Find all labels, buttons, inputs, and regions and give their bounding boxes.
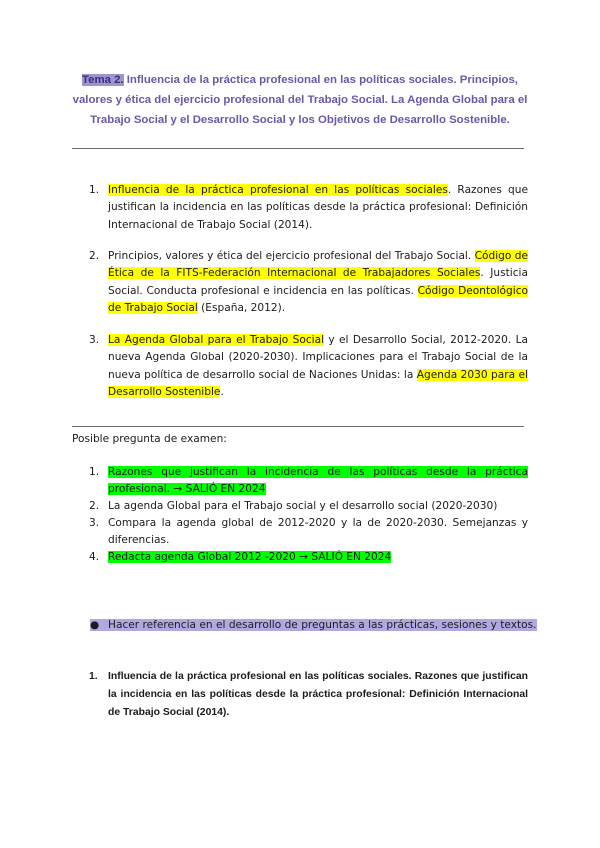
exam-question-text: La agenda Global para el Trabajo social y el desarrollo social (2020-2030)	[108, 500, 498, 512]
bullet-icon: ●	[90, 619, 100, 631]
topic-text: (España, 2012).	[197, 302, 286, 315]
topic-item-1	[80, 182, 528, 234]
topic-highlight: La Agenda Global para el Trabajo Social	[108, 334, 325, 346]
topic-text: y el Desarrollo Social, 2012-2020. La nueva Agenda Global (2020-2030). Implicaciones para el Trabajo Social de la nueva política de desarrollo social de Naciones Unidas: la	[108, 334, 528, 381]
topics-list	[80, 182, 528, 234]
topic-item-3	[80, 332, 528, 402]
exam-question-number: 4.	[89, 551, 100, 563]
topic-highlight: Código Deontológico de Trabajo Social	[108, 284, 529, 315]
topic-text: Principios, valores y ética del ejercicio profesional del Trabajo Social.	[108, 250, 475, 262]
exam-question-highlight	[89, 551, 392, 563]
exam-label: Posible pregunta de examen:	[72, 433, 227, 445]
exam-question-number: 1.	[89, 466, 100, 478]
topic-item-2	[80, 248, 528, 318]
note-item	[90, 616, 537, 634]
exam-questions-list	[80, 464, 528, 566]
exam-question-4	[80, 549, 528, 566]
section-text: Influencia de la práctica profesional en las políticas sociales. Razones que justifican la incidencia en las políticas desde la práctica profesional: Definición Internacional de Trabajo Social (2014).	[108, 671, 528, 718]
topic-text: . Razones que justifican la incidencia en las políticas desde la práctica profesional: Definición Internacional de Trabajo Social (2014).	[108, 184, 528, 231]
divider-top	[72, 148, 524, 149]
topics-list-2	[80, 248, 528, 318]
exam-question-number: 2.	[89, 500, 100, 512]
exam-question-text: Redacta agenda Global 2012 -2020 → SALIÓ EN 2024	[108, 551, 392, 563]
note-highlight	[90, 619, 537, 631]
exam-question-2	[80, 498, 528, 515]
topic-number: 1.	[89, 184, 100, 196]
document-title	[70, 70, 530, 130]
exam-question-text: Compara la agenda global de 2012-2020 y la de 2020-2030. Semejanzas y diferencias.	[108, 517, 528, 546]
section-heading	[80, 668, 528, 722]
topic-highlight: Código de Ética de la FITS-Federación Internacional de Trabajadores Sociales	[108, 250, 528, 280]
exam-question-number: 3.	[89, 517, 100, 529]
title-tag: Tema 2.	[82, 74, 124, 86]
exam-question-1	[80, 464, 528, 498]
topic-text: . Justicia Social. Conducta profesional e incidencia en las políticas.	[108, 267, 528, 297]
topic-number: 2.	[89, 250, 100, 262]
exam-question-3	[80, 515, 528, 549]
exam-question-text: Razones que justifican la incidencia de las políticas desde la práctica profesional. → SALIÓ EN 2024	[108, 466, 528, 495]
topic-text: .	[220, 386, 224, 399]
section-heading-item	[80, 668, 528, 722]
section-number: 1.	[89, 671, 98, 682]
topic-highlight: Influencia de la práctica profesional en las políticas sociales	[108, 184, 448, 196]
topic-highlight: Agenda 2030 para el Desarrollo Sostenible	[108, 368, 528, 399]
topic-number: 3.	[89, 334, 100, 346]
exam-question-highlight	[89, 466, 528, 495]
title-text: Influencia de la práctica profesional en las políticas sociales. Principios, valores y ética del ejercicio profesional del Trabajo Social. La Agenda Global para el Trabajo Social y el Desarrollo Social y los Objetivos de Desarrollo Sostenible.	[72, 74, 528, 126]
topics-list-3	[80, 332, 528, 402]
note-text: Hacer referencia en el desarrollo de preguntas a las prácticas, sesiones y textos.	[108, 619, 537, 631]
divider-middle	[72, 426, 524, 427]
